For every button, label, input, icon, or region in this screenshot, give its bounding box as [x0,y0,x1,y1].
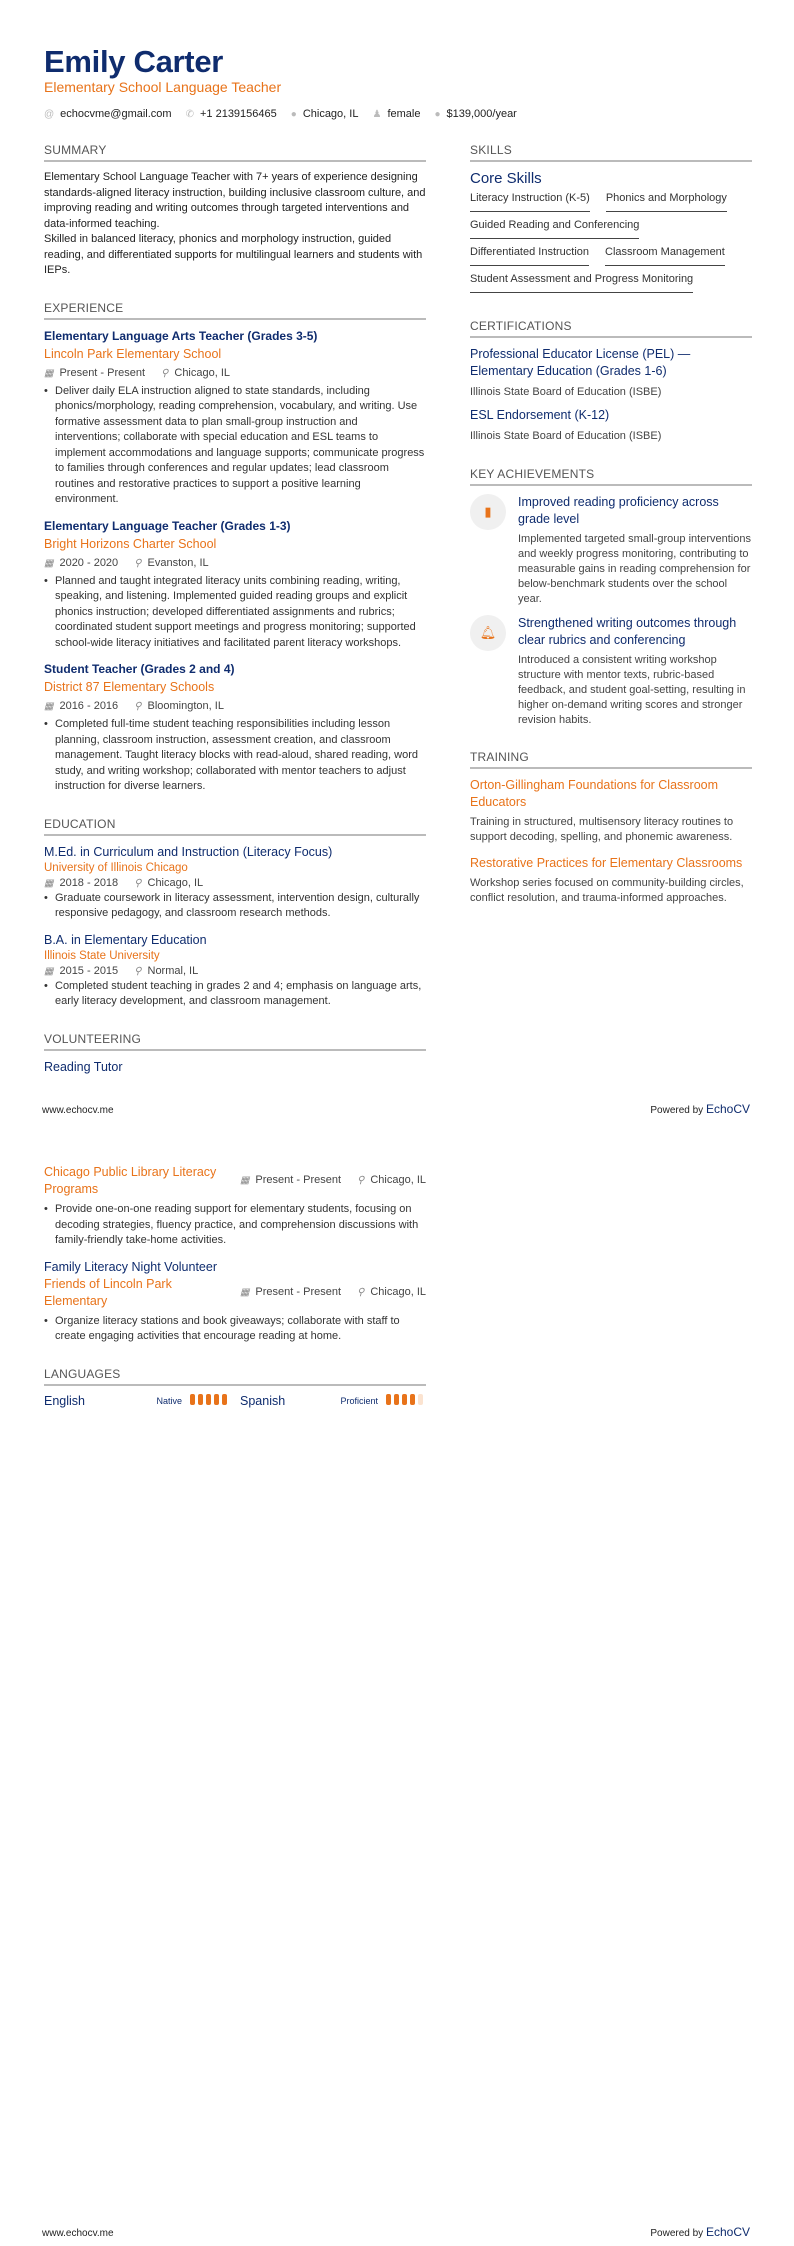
salary: $139,000/year [446,108,517,120]
calendar-icon: ▦ [44,877,54,889]
volunteer-location: Chicago, IL [370,1285,426,1298]
phone[interactable]: +1 2139156465 [199,108,277,120]
job-dates: 2020 - 2020 [59,556,119,569]
powered-label: Powered by [650,1105,704,1116]
language-level: Native [156,1395,182,1406]
rating-dot [198,1394,203,1405]
section-heading: CERTIFICATIONS [470,319,752,338]
edu-bullet: • Graduate coursework in literacy assessment, intervention design, culturally responsive pedagogy, and classroom research methods. [44,891,426,922]
edu-location: Chicago, IL [147,876,204,889]
summary-text: Skilled in balanced literacy, phonics and morphology instruction, guided reading, and differentiated supports for multilingual learners and students with IEPs. [44,233,423,276]
volunteer-dates: Present - Present [255,1285,342,1298]
calendar-icon: ▦ [44,701,54,712]
location-pin-icon: ⚲ [134,965,142,977]
skill-tag: Differentiated Instruction [470,243,589,266]
cert-name: ESL Endorsement (K-12) [470,408,610,422]
rating-dot [402,1394,407,1405]
job-location: Bloomington, IL [147,700,224,712]
skill-tag: Student Assessment and Progress Monitoring [470,270,693,293]
skill-tag: Guided Reading and Conferencing [470,216,639,239]
school: Illinois State University [44,949,160,962]
job-title: Student Teacher (Grades 2 and 4) [44,662,235,676]
company: District 87 Elementary Schools [44,680,215,694]
skill-tag: Phonics and Morphology [606,189,727,212]
job-bullet: • Completed full-time student teaching responsibilities including lesson planning, classroom instruction, assessment creation, and classroom management. Taught literacy blocks with read-aloud, shared reading, word study, and writing workshop; collaborated with mentor teachers to adjust instruction for diverse learners. [44,717,426,795]
edu-location: Normal, IL [147,964,199,977]
edu-dates: 2015 - 2015 [59,964,119,977]
candidate-name: Emily Carter [44,44,224,79]
section-heading: KEY ACHIEVEMENTS [470,467,752,486]
footer-url[interactable]: www.echocv.me [42,1105,114,1116]
achievement-title: Strengthened writing outcomes through clear rubrics and conferencing [518,616,737,647]
cert-issuer: Illinois State Board of Education (ISBE) [470,430,662,442]
book-icon: ▮ [470,494,506,530]
calendar-icon: ▦ [239,1175,250,1186]
footer-url[interactable]: www.echocv.me [42,2228,114,2239]
language-item [240,1394,426,1408]
location-pin-icon: ⚲ [134,877,142,889]
training-desc: Training in structured, multisensory literacy routines to support decoding, spelling, and phonemic awareness. [470,816,734,843]
language-name: Spanish [240,1393,286,1408]
job-entry [44,328,426,508]
volunteer-dates: Present - Present [255,1174,342,1186]
job-location: Chicago, IL [174,366,231,379]
location-pin-icon: ⚲ [357,1175,365,1186]
calendar-icon: ▦ [44,557,54,569]
location: Chicago, IL [302,108,359,120]
achievement [470,494,752,607]
achievements-section [470,467,752,728]
skill-tag: Literacy Instruction (K-5) [470,189,590,212]
achievement [470,615,752,728]
rating-dot [214,1394,219,1405]
volunteer-org: Chicago Public Library Literacy Programs [44,1165,217,1196]
volunteer-bullet: • Provide one-on-one reading support for elementary students, focusing on decoding strategies, fluency practice, and comprehension discussions with family-friendly take-home activities. [44,1202,426,1249]
bell-icon: 🔔︎ [470,615,506,651]
languages-section [44,1367,426,1408]
person-icon: ♟ [372,108,382,120]
calendar-icon: ▦ [44,965,54,977]
edu-bullet: • Completed student teaching in grades 2 and 4; emphasis on language arts, early literacy development, and classroom management. [44,979,426,1010]
rating-dot [410,1394,415,1405]
certifications-section [470,319,752,445]
rating-dot [386,1394,391,1405]
candidate-title: Elementary School Language Teacher [44,79,282,95]
company: Lincoln Park Elementary School [44,346,222,361]
achievement-title: Improved reading proficiency across grade level [518,495,719,526]
language-item [44,1394,230,1408]
volunteer-role: Reading Tutor [44,1059,123,1074]
achievement-desc: Introduced a consistent writing workshop structure with mentor texts, rubric-based feedback, and student goal-setting, resulting in higher on-demand writing scores and stronger revision habits. [518,654,746,726]
location-pin-icon: ⚲ [357,1286,365,1298]
training-section [470,750,752,906]
section-heading: TRAINING [470,750,752,769]
job-dates: 2016 - 2016 [59,700,119,712]
education-section [44,817,426,1010]
volunteer-org: Friends of Lincoln Park Elementary [44,1276,172,1308]
language-rating [386,1394,426,1408]
location-pin-icon: ⚲ [134,701,142,712]
skill-tag: Classroom Management [605,243,725,266]
school: University of Illinois Chicago [44,861,188,874]
left-column [44,143,426,1076]
volunteer-entry [44,1164,426,1249]
right-column [470,143,752,906]
job-title: Elementary Language Arts Teacher (Grades 3-5) [44,328,318,343]
money-icon: ● [434,108,441,120]
gender: female [387,108,421,120]
language-level: Proficient [340,1395,378,1406]
location-pin-icon: ⚲ [134,557,142,569]
job-entry [44,661,426,795]
edu-dates: 2018 - 2018 [59,876,119,889]
section-heading: EXPERIENCE [44,301,426,320]
rating-dot [190,1394,195,1405]
rating-dot [222,1394,227,1405]
summary-text: Elementary School Language Teacher with 7+ years of experience designing standards-aligned literacy instruction, building inclusive classroom culture, and improving reading and writing outcomes through targeted interventions and data-informed teaching. [44,171,426,230]
job-entry [44,518,426,652]
job-location: Evanston, IL [147,556,209,569]
location-pin-icon: ● [290,108,297,120]
summary-section [44,143,426,279]
education-entry [44,844,426,922]
section-heading: SKILLS [470,143,752,162]
brand-logo: EchoCV [705,1102,750,1116]
volunteer-entry [44,1259,426,1345]
training-desc: Workshop series focused on community-building circles, conflict resolution, and trauma-informed approaches. [470,877,744,904]
experience-section [44,301,426,795]
cert-issuer: Illinois State Board of Education (ISBE) [470,386,662,398]
powered-by [650,1102,750,1116]
section-heading: EDUCATION [44,817,426,836]
job-bullet: • Deliver daily ELA instruction aligned to state standards, including phonics/morphology, reading comprehension, vocabulary, and writing. Use formative assessment data to plan small-group instruction and interventions; collaborate with special education and ESL teams to implement accommodations and language supports; communicate progress to families through conferences and regular updates; lead classroom routines and restorative practices to support a positive learning environment. [44,384,426,508]
language-rating [190,1394,230,1408]
rating-dot [206,1394,211,1405]
section-heading: LANGUAGES [44,1367,426,1386]
volunteer-location: Chicago, IL [370,1174,426,1186]
powered-label: Powered by [650,2228,704,2239]
email[interactable]: echocvme@gmail.com [60,108,172,120]
section-heading: VOLUNTEERING [44,1032,426,1051]
job-dates: Present - Present [59,366,146,379]
skill-group-title: Core Skills [470,170,542,187]
calendar-icon: ▦ [239,1286,250,1298]
cert-name: Professional Educator License (PEL) — Elementary Education (Grades 1-6) [470,347,691,378]
contact-bar [44,108,517,120]
volunteer-bullet: • Organize literacy stations and book giveaways; collaborate with staff to create engaging activities that encourage reading at home. [44,1314,426,1345]
location-pin-icon: ⚲ [161,367,169,379]
job-title: Elementary Language Teacher (Grades 1-3) [44,518,291,533]
company: Bright Horizons Charter School [44,536,217,551]
rating-dot [418,1394,423,1405]
left-column-page-2 [44,1164,426,1408]
skills-section [470,143,752,297]
powered-by [650,2225,750,2239]
degree: M.Ed. in Curriculum and Instruction (Literacy Focus) [44,844,333,859]
calendar-icon: ▦ [44,367,54,379]
section-heading: SUMMARY [44,143,426,162]
brand-logo: EchoCV [705,2225,750,2239]
volunteering-section [44,1032,426,1076]
rating-dot [394,1394,399,1405]
degree: B.A. in Elementary Education [44,932,207,947]
training-title: Orton-Gillingham Foundations for Classroom Educators [470,778,719,809]
education-entry [44,932,426,1010]
at-icon: @ [44,108,55,120]
phone-icon: ✆ [185,108,194,120]
training-title: Restorative Practices for Elementary Classrooms [470,856,743,870]
job-bullet: • Planned and taught integrated literacy units combining reading, writing, speaking, and listening. Implemented guided reading groups and explicit phonics instruction; developed differentiated assignments and rubrics; coordinated student support meetings and progress monitoring; supported school-wide literacy initiatives and facilitated parent literacy workshops. [44,574,426,652]
volunteer-role: Family Literacy Night Volunteer [44,1259,217,1274]
achievement-desc: Implemented targeted small-group interventions and weekly progress monitoring, contributing to measurable gains in reading comprehension for below-benchmark students over the school year. [518,533,751,605]
language-name: English [44,1393,85,1408]
